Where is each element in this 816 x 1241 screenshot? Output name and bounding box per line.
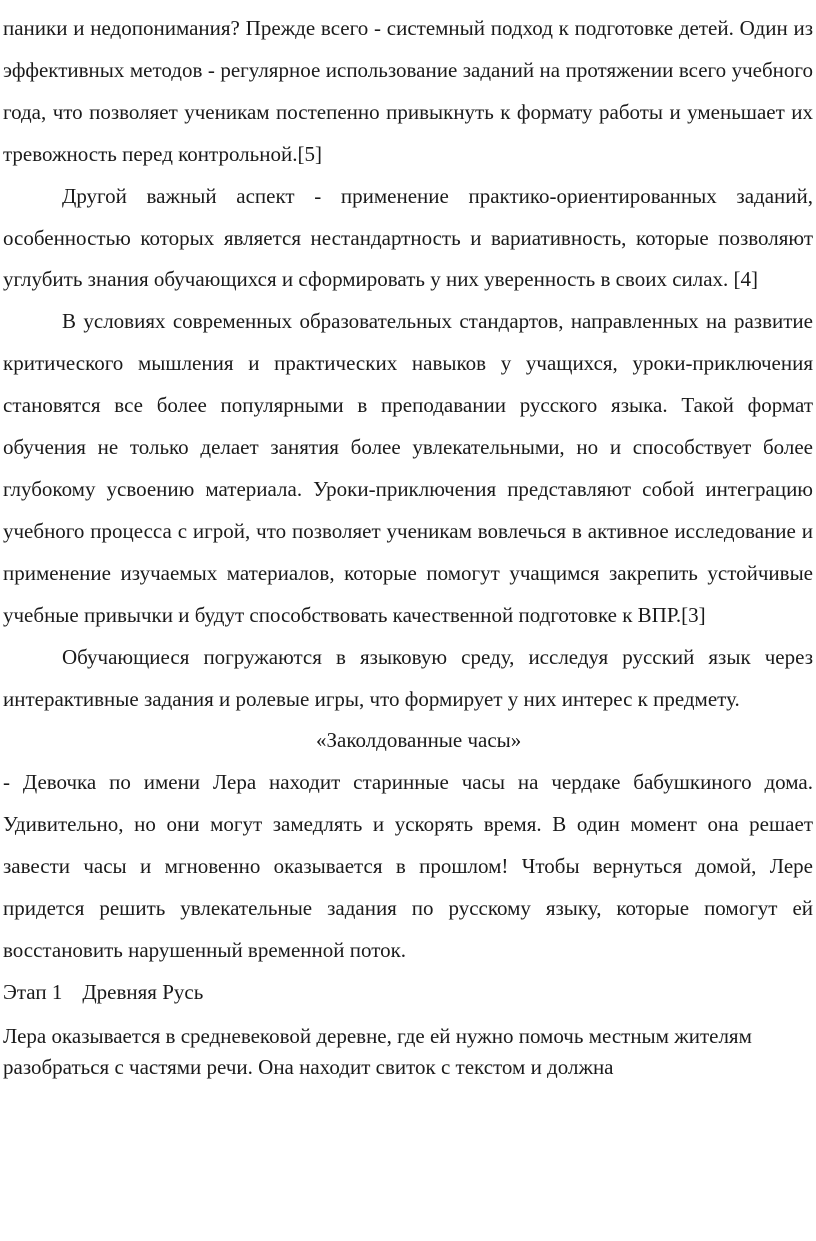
paragraph-adventure-lessons: В условиях современных образовательных стандартов, направленных на развитие критического мышления и практических навыков у учащихся, уроки-приключения становятся все более популярными в преподавании русского языка. Такой формат обучения не только делает занятия более увлекательными, но и способствует более глубокому усвоению материала. Уроки-приключения представляют собой интеграцию учебного процесса с игрой, что позволяет ученикам вовлечься в активное исследование и применение изучаемых материалов, которые помогут учащимся закрепить устойчивые учебные привычки и будут способствовать качественной подготовке к ВПР.[3]	[3, 309, 813, 627]
paragraph-immersion: Обучающиеся погружаются в языковую среду, исследуя русский язык через интерактивные задания и ролевые игры, что формирует у них интерес к предмету.	[3, 644, 813, 711]
stage-text: Лера оказывается в средневековой деревне, где ей нужно помочь местным жителям разобраться с частями речи. Она находит свиток с текстом и должна	[3, 1023, 752, 1079]
stage-heading	[3, 972, 813, 1014]
story-title: «Заколдованные часы»	[316, 728, 522, 753]
paragraph-continuation: паники и недопонимания? Прежде всего - системный подход к подготовке детей. Один из эффективных методов - регулярное использование заданий на протяжении всего учебного года, что позволяет ученикам постепенно привыкнуть к формату работы и уменьшает их тревожность перед контрольной.[5]	[3, 16, 813, 166]
paragraph-practice-tasks: Другой важный аспект - применение практико-ориентированных заданий, особенностью которых является нестандартность и вариативность, которые позволяют углубить знания обучающихся и сформировать у них уверенность в своих силах. [4]	[3, 183, 813, 292]
stage-name: Древняя Русь	[82, 979, 204, 1004]
story-intro: - Девочка по имени Лера находит старинные часы на чердаке бабушкиного дома. Удивительно, но они могут замедлять и ускорять время. В один момент она решает завести часы и мгновенно оказывается в прошлом! Чтобы вернуться домой, Лере придется решить увлекательные задания по русскому языку, которые помогут ей восстановить нарушенный временной поток.	[3, 770, 813, 962]
stage-label: Этап 1	[3, 979, 63, 1004]
